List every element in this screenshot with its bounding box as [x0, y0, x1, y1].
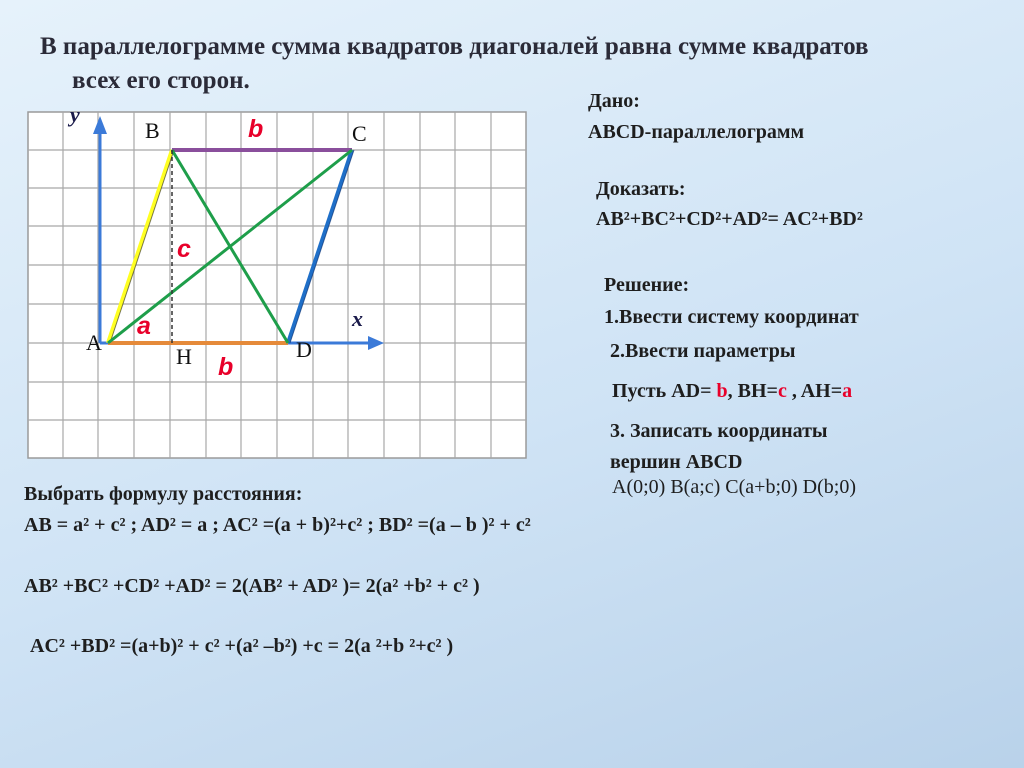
params-ah-value: a	[842, 380, 853, 402]
point-b-label: B	[145, 118, 160, 143]
segment-ad-b-label: b	[218, 353, 234, 381]
point-a-label: A	[86, 330, 102, 355]
given-label: Дано:	[588, 90, 640, 112]
segment-bc-b-label: b	[248, 115, 264, 143]
distance-formula-label: Выбрать формулу расстояния:	[24, 483, 303, 505]
axis-y-label: y	[70, 102, 80, 127]
params-prefix: Пусть AD=	[612, 380, 717, 402]
solution-params	[612, 380, 852, 403]
solution-label: Решение:	[604, 274, 690, 296]
params-mid1: , BH=	[727, 380, 778, 402]
axis-x-label: x	[352, 306, 363, 331]
solution-step2: 2.Ввести параметры	[610, 340, 796, 362]
segment-bh-c-label: c	[177, 235, 191, 263]
point-h-label: H	[176, 344, 192, 369]
sum-diagonals-formula: AC² +BD² =(a+b)² + c² +(a² –b²) +c = 2(a ²+b ²+c² )	[30, 635, 454, 657]
solution-step3-line1: 3. Записать координаты	[610, 420, 828, 442]
solution-step1: 1.Ввести систему координат	[604, 306, 859, 328]
slide-title-line1: В параллелограмме сумма квадратов диагоналей равна сумме квадратов	[40, 33, 869, 60]
params-mid2: , AH=	[786, 380, 843, 402]
segment-ah-a-label: a	[137, 312, 151, 340]
point-d-label: D	[296, 337, 312, 362]
given-value: ABCD-параллелограмм	[588, 121, 805, 143]
grid-background	[28, 112, 526, 458]
prove-value: AB²+BC²+CD²+AD²= AC²+BD²	[596, 208, 863, 230]
sum-sides-formula: AB² +BC² +CD² +AD² = 2(AB² + AD² )= 2(a² +b² + c² )	[24, 575, 480, 597]
params-ad-value: b	[716, 380, 728, 402]
vertex-coordinates: A(0;0) B(a;c) C(a+b;0) D(b;0)	[612, 476, 856, 498]
params-bh-value: c	[777, 380, 787, 402]
slide-title-line2: всех его сторон.	[72, 67, 250, 94]
prove-label: Доказать:	[596, 178, 686, 200]
point-c-label: C	[352, 121, 367, 146]
solution-step3-line2: вершин ABCD	[610, 451, 743, 473]
distance-formulas: AB = a² + c² ; AD² = a ; AC² =(a + b)²+c² ; BD² =(a – b )² + c²	[24, 514, 531, 536]
